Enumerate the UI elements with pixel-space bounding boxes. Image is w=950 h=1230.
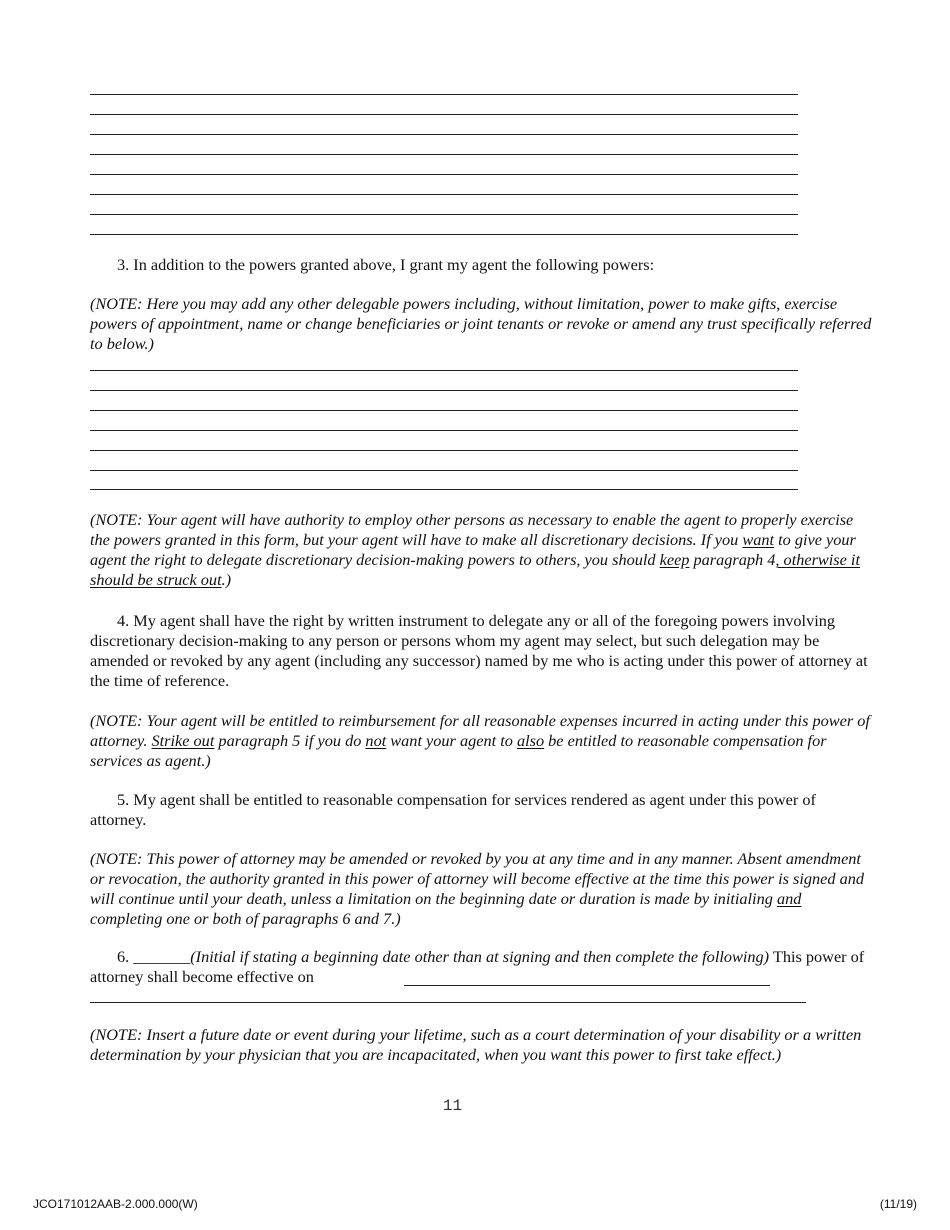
note-underlined: keep [659,550,690,569]
paragraph-number: 6. [117,947,134,966]
note-underlined: and [776,889,802,908]
paragraph-3: 3. In addition to the powers granted above, I grant my agent the following powers: [117,255,655,274]
note-text: paragraph 5 if you do [214,731,366,750]
blank-line [90,410,798,411]
paragraph-4: 4. My agent shall have the right by written instrument to delegate any or all of the foregoing powers involving discretionary decision‐making to any person or persons whom my agent may select, but such delegation may be amended or revoked by any agent (including any successor) named by me who is acting under this power of attorney at the time of reference. [90,611,868,690]
blank-line [90,430,798,431]
blank-line [90,370,798,371]
note-text: .) [221,570,232,589]
paragraph-text: This power of attorney shall become effective on [90,947,865,986]
blank-line [90,390,798,391]
note-text: completing one or both of paragraphs 6 and 7.) [90,909,401,928]
blank-line [90,94,798,95]
paragraph-6 [90,947,872,987]
note-text: want your agent to [386,731,517,750]
note-reimbursement [90,711,872,771]
blank-line [90,470,798,471]
note-text: paragraph 4 [689,550,776,569]
blank-line [90,154,798,155]
effective-date-line[interactable] [404,985,770,986]
note-underlined: Strike out [151,731,215,750]
note-underlined: , otherwise it should be struck out [90,550,860,589]
note-revocation [90,849,872,929]
paragraph-5: 5. My agent shall be entitled to reasonable compensation for services rendered as agent under this power of attorney. [90,790,816,829]
note-text: (NOTE: Your agent will be entitled to reimbursement for all reasonable expenses incurred in acting under this power of attorney. [90,711,870,750]
effective-date-line-continued[interactable] [90,1002,806,1003]
note-text: be entitled to reasonable compensation for services as agent.) [90,731,827,770]
note-underlined: not [365,731,387,750]
page-number: 11 [442,1097,463,1115]
footer-document-id: JCO171012AAB-2.000.000(W) [33,1197,198,1211]
note-text: (NOTE: This power of attorney may be amended or revoked by you at any time and in any manner. Absent amendment or revocation, the authority granted in this power of attorney will become effective at the time this power is signed and will continue until your death, unless a limitation on the beginning date or duration is made by initialing [90,849,864,908]
note-underlined: want [742,530,775,549]
blank-line [90,194,798,195]
initial-instruction: (Initial if stating a beginning date other than at signing and then complete the following) [190,947,770,966]
note-delegation [90,510,872,590]
note-text: (NOTE: Your agent will have authority to employ other persons as necessary to enable the agent to properly exercise the powers granted in this form, but your agent will have to make all discretionary decisions. If you [90,510,854,549]
note-additional-powers: (NOTE: Here you may add any other delegable powers including, without limitation, power to make gifts, exercise powers of appointment, name or change beneficiaries or joint tenants or revoke or amend any trust specifically referred to below.) [90,294,872,353]
blank-line [90,234,798,235]
note-text: to give your agent the right to delegate discretionary decision‐making powers to others, you should [90,530,856,569]
note-future-date: (NOTE: Insert a future date or event during your lifetime, such as a court determination of your disability or a written determination by your physician that you are incapacitated, when you want this power to first take effect.) [90,1025,862,1064]
blank-line [90,489,798,490]
blank-line [90,114,798,115]
blank-line [90,134,798,135]
blank-line [90,174,798,175]
blank-line [90,450,798,451]
note-underlined: also [516,731,545,750]
initial-blank: _______ [133,947,191,966]
blank-line [90,214,798,215]
footer-page-count: (11/19) [879,1197,917,1211]
